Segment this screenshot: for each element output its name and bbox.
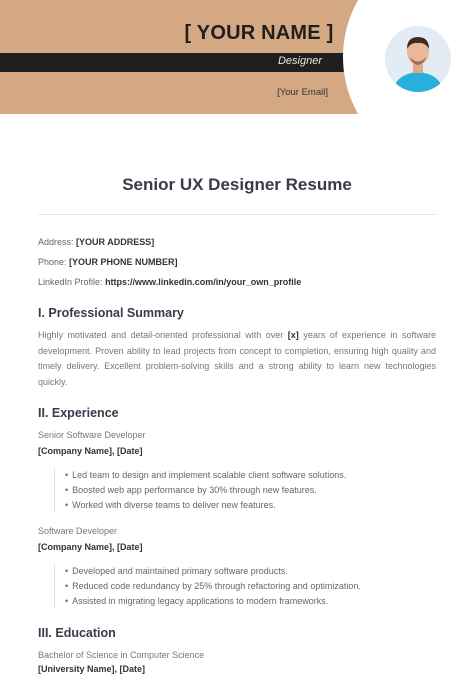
resume-header [0,0,474,114]
job-title: Senior Software Developer [38,430,146,440]
contact-address [38,237,154,247]
person-icon [385,26,451,92]
contact-linkedin [38,277,301,287]
list-item: • Assisted in migrating legacy applications to modern frameworks. [65,594,361,609]
candidate-name: [ YOUR NAME ] [184,22,334,44]
degree-title: Bachelor of Science in Computer Science [38,650,205,660]
job-title: Software Developer [38,526,118,536]
address-value: [YOUR ADDRESS] [76,237,155,247]
candidate-role: Designer [277,55,322,67]
summary-years: [x] [287,330,299,340]
list-item: • Worked with diverse teams to deliver new features. [65,498,346,513]
candidate-email: [Your Email] [277,87,328,98]
list-item: • Boosted web app performance by 30% through new features. [65,483,346,498]
title-divider [38,214,436,215]
list-item: • Reduced code redundancy by 25% through refactoring and optimization. [65,579,361,594]
summary-text [38,328,436,390]
phone-value: [YOUR PHONE NUMBER] [69,257,178,267]
job-bullet-list [54,468,346,513]
contact-phone [38,257,178,267]
summary-text-part-2: years of experience in software development. Proven ability to lead projects from concept to completion, ensuring high quality and timely delivery. Excellent problem-solving skills and a strong ability to learn new technologies quickly. [38,330,436,387]
phone-label: Phone: [38,257,67,267]
summary-text-part-1: Highly motivated and detail-oriented professional with over [38,330,284,340]
education-heading: III. Education [38,626,116,640]
linkedin-label: LinkedIn Profile: [38,277,103,287]
profile-photo [385,26,451,92]
experience-heading: II. Experience [38,406,119,420]
school-name: [University Name], [Date] [38,664,146,674]
job-company: [Company Name], [Date] [38,446,143,456]
list-item: • Developed and maintained primary software products. [65,564,361,579]
job-bullet-list [54,564,361,609]
list-item: • Led team to design and implement scalable client software solutions. [65,468,346,483]
summary-heading: I. Professional Summary [38,306,184,320]
address-label: Address: [38,237,74,247]
page-title: Senior UX Designer Resume [122,175,352,194]
linkedin-value: https://www.linkedin.com/in/your_own_profile [105,277,302,287]
job-company: [Company Name], [Date] [38,542,143,552]
